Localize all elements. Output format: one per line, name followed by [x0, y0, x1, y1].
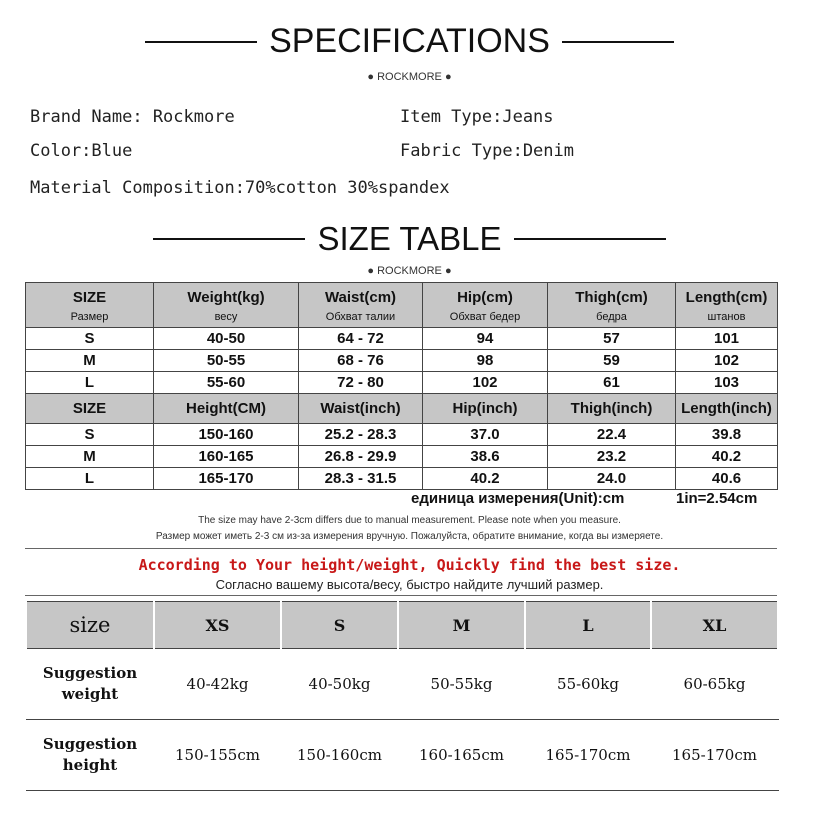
cell: 59: [548, 350, 676, 372]
brand-tag: ● ROCKMORE ●: [367, 265, 452, 277]
cell: S: [26, 424, 154, 446]
suggestion-header-row: [26, 602, 778, 649]
specifications-header: [0, 22, 819, 61]
title-rule-left: [145, 41, 257, 43]
cell: L: [26, 372, 154, 394]
cell: 38.6: [423, 446, 548, 468]
cell: 61: [548, 372, 676, 394]
cell: 22.4: [548, 424, 676, 446]
metric-header-row: [26, 283, 778, 328]
spec-material: Material Composition:70%cotton 30%spandex: [30, 178, 450, 198]
cell: 165-170: [154, 468, 299, 490]
table-row: [26, 372, 778, 394]
divider: [25, 548, 777, 549]
cell: 160-165cm: [398, 720, 525, 791]
cell: 26.8 - 29.9: [299, 446, 423, 468]
row-label: Suggestion height: [26, 720, 154, 791]
header-cell: XS: [154, 602, 281, 649]
cell: 50-55kg: [398, 649, 525, 720]
spec-brand-name: Brand Name: Rockmore: [30, 107, 235, 127]
header-cell: Waist(cm) Обхват талии: [299, 283, 423, 328]
title-rule-right: [514, 238, 666, 240]
header-cell: Length(cm) штанов: [676, 283, 778, 328]
header-cell: Weight(kg) весу: [154, 283, 299, 328]
unit-label: единица измерения(Unit):cm: [411, 490, 625, 507]
header-cell: Height(CM): [154, 394, 299, 424]
cell: 94: [423, 328, 548, 350]
header-cell: Waist(inch): [299, 394, 423, 424]
cell: 102: [676, 350, 778, 372]
header-cell: XL: [651, 602, 778, 649]
row-label: Suggestion weight: [26, 649, 154, 720]
table-row: [26, 446, 778, 468]
size-table: [25, 282, 778, 490]
cell: S: [26, 328, 154, 350]
cell: L: [26, 468, 154, 490]
cell: 150-155cm: [154, 720, 281, 791]
cell: 98: [423, 350, 548, 372]
table-row: [26, 328, 778, 350]
size-finder-headline: According to Your height/weight, Quickly find the best size.: [138, 556, 681, 574]
cell: 165-170cm: [651, 720, 778, 791]
inch-conversion-label: 1in=2.54cm: [676, 490, 758, 507]
specifications-title: SPECIFICATIONS: [269, 22, 550, 60]
divider: [25, 595, 777, 596]
size-suggestion-table: [25, 601, 779, 791]
table-row: [26, 424, 778, 446]
cell: 72 - 80: [299, 372, 423, 394]
cell: 102: [423, 372, 548, 394]
header-cell: Thigh(inch): [548, 394, 676, 424]
table-row: [26, 350, 778, 372]
cell: 101: [676, 328, 778, 350]
cell: 24.0: [548, 468, 676, 490]
header-cell: S: [281, 602, 398, 649]
cell: 165-170cm: [525, 720, 651, 791]
cell: 150-160: [154, 424, 299, 446]
cell: 40-50kg: [281, 649, 398, 720]
header-cell: SIZE Размер: [26, 283, 154, 328]
size-finder-headline-ru: Согласно вашему высота/весу, быстро найдите лучший размер.: [215, 577, 604, 592]
suggestion-height-row: [26, 720, 778, 791]
cell: 64 - 72: [299, 328, 423, 350]
cell: 103: [676, 372, 778, 394]
spec-color: Color:Blue: [30, 141, 133, 161]
measurement-note-en: The size may have 2-3cm differs due to manual measurement. Please note when you measure.: [198, 515, 621, 526]
cell: 28.3 - 31.5: [299, 468, 423, 490]
title-rule-left: [153, 238, 305, 240]
table-row: [26, 468, 778, 490]
size-table-header: [0, 220, 819, 258]
cell: 150-160cm: [281, 720, 398, 791]
cell: 37.0: [423, 424, 548, 446]
cell: M: [26, 446, 154, 468]
spec-fabric-type: Fabric Type:Denim: [400, 141, 574, 161]
suggestion-weight-row: [26, 649, 778, 720]
cell: 55-60kg: [525, 649, 651, 720]
header-cell: Thigh(cm) бедра: [548, 283, 676, 328]
header-cell: M: [398, 602, 525, 649]
cell: 55-60: [154, 372, 299, 394]
brand-tag: ● ROCKMORE ●: [367, 71, 452, 83]
measurement-note-ru: Размер может иметь 2-3 см из-за измерения вручную. Пожалуйста, обратите внимание, когда вы измеряете.: [155, 531, 664, 542]
cell: 39.8: [676, 424, 778, 446]
header-cell: Length(inch): [676, 394, 778, 424]
cell: 68 - 76: [299, 350, 423, 372]
spec-item-type: Item Type:Jeans: [400, 107, 554, 127]
header-cell: L: [525, 602, 651, 649]
cell: 57: [548, 328, 676, 350]
header-cell: Hip(inch): [423, 394, 548, 424]
header-cell: SIZE: [26, 394, 154, 424]
imperial-header-row: [26, 394, 778, 424]
cell: 50-55: [154, 350, 299, 372]
cell: M: [26, 350, 154, 372]
header-cell: size: [26, 602, 154, 649]
header-cell: Hip(cm) Обхват бедер: [423, 283, 548, 328]
cell: 60-65kg: [651, 649, 778, 720]
cell: 40-50: [154, 328, 299, 350]
cell: 23.2: [548, 446, 676, 468]
cell: 40.2: [676, 446, 778, 468]
cell: 160-165: [154, 446, 299, 468]
cell: 40.2: [423, 468, 548, 490]
cell: 25.2 - 28.3: [299, 424, 423, 446]
cell: 40-42kg: [154, 649, 281, 720]
size-table-title: SIZE TABLE: [317, 220, 502, 257]
cell: 40.6: [676, 468, 778, 490]
title-rule-right: [562, 41, 674, 43]
